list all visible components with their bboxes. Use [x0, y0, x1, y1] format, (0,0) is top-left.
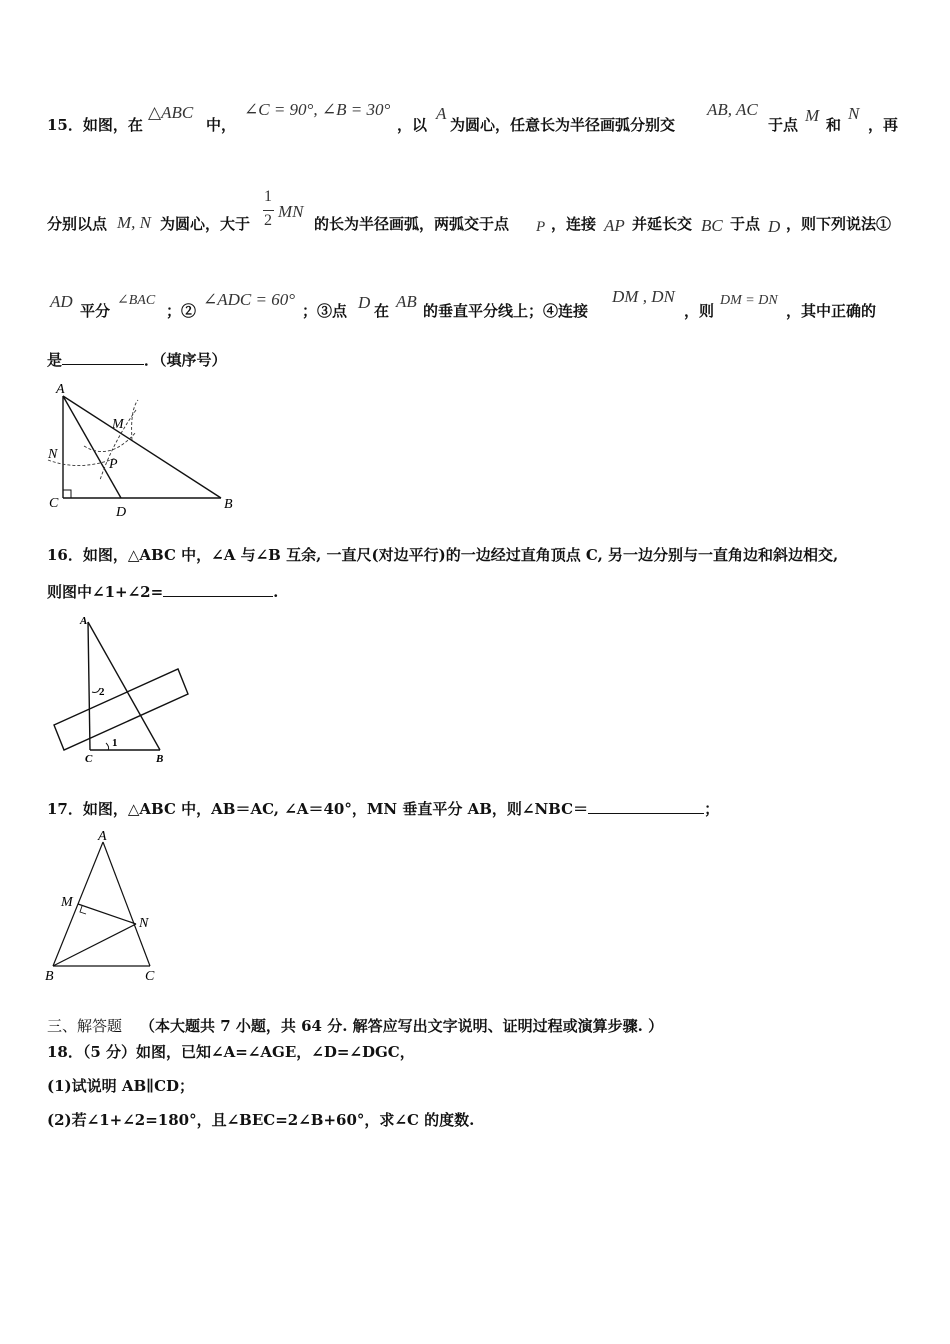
q15-text-line2b: 为圆心，大于 [160, 215, 251, 233]
q17-segment-bn [53, 924, 136, 966]
q17-label-n: N [139, 916, 149, 931]
q15-text-line2f: 于点 [730, 215, 761, 233]
q15-number-text: 15．如图，在 [47, 116, 143, 134]
q16-side-ac [88, 622, 90, 750]
q18-line3: (2)若∠1+∠2=180°，且∠BEC=2∠B+60°，求∠C 的度数. [47, 1111, 475, 1129]
q15-angle-bac: ∠BAC [117, 293, 156, 308]
q15-label-a: A [56, 382, 65, 397]
q15-point-p: P [536, 219, 546, 235]
q16-label-b: B [156, 753, 164, 765]
q15-segment-bc: BC [701, 216, 723, 235]
q15-segments-dm-dn: DM , DN [612, 287, 675, 306]
q15-text-line2d: ，连接 [551, 215, 597, 233]
q16-line2 [47, 582, 278, 602]
q16-label-c: C [85, 753, 93, 765]
q15-figure [40, 380, 250, 520]
q17-label-b: B [45, 969, 54, 984]
q15-fraction-numerator: 1 [264, 188, 272, 205]
q18-line2: (1)试说明 AB∥CD； [47, 1077, 195, 1095]
q15-text-line2e: 并延长交 [632, 215, 693, 233]
q15-text-pingfen: 平分 [80, 302, 111, 320]
q15-text-center: 为圆心，任意长为半径画弧分别交 [450, 116, 676, 134]
q15-points-mn: M, N [117, 213, 151, 232]
q16-text-prompt: 则图中∠1+∠2= [47, 583, 164, 601]
q17-line1 [47, 799, 719, 819]
q15-text-line2g: ，则下列说法① [786, 215, 892, 233]
q17-label-m: M [61, 895, 73, 910]
q15-point-d: D [768, 217, 781, 236]
q16-text-period: . [273, 583, 279, 601]
q15-segments-ab-ac: AB, AC [707, 100, 758, 119]
q15-label-n: N [48, 447, 58, 462]
q15-segment-ab: AB [396, 292, 417, 311]
q17-side-ac [103, 842, 150, 966]
q16-label-2: 2 [99, 686, 105, 698]
q16-label-a: A [80, 615, 88, 627]
q15-angle-conditions: ∠C = 90°, ∠B = 30° [244, 100, 391, 119]
q15-label-b: B [224, 497, 233, 512]
q15-segment-ad [63, 396, 121, 498]
q15-segment-ap: AP [604, 216, 625, 235]
q15-point-n: N [848, 104, 860, 123]
q15-fraction-bar [263, 210, 274, 211]
q17-label-c: C [145, 969, 155, 984]
q15-side-ab [63, 396, 221, 498]
q15-label-p: P [109, 457, 118, 472]
q15-point-d2: D [358, 293, 371, 312]
q15-fraction-denominator: 2 [264, 212, 272, 229]
q17-figure [40, 826, 170, 986]
q15-text-fill: ．（填序号） [144, 351, 227, 369]
q15-text-shi: 是 [47, 351, 63, 369]
q15-text-item4: 的垂直平分线上；④连接 [423, 302, 589, 320]
q17-answer-blank[interactable] [588, 799, 704, 814]
q15-text-zhong: 中， [206, 116, 237, 134]
q15-point-a: A [436, 104, 447, 123]
q15-answer-blank[interactable] [62, 350, 144, 365]
q15-text-zai: ，再 [868, 116, 899, 134]
q17-right-angle-mark [80, 906, 86, 914]
q15-text-item2: ；② [166, 302, 197, 320]
section3-note: （本大题共 7 小题，共 64 分. 解答应写出文字说明、证明过程或演算步骤. ） [140, 1017, 664, 1035]
q15-label-d: D [116, 505, 127, 520]
q16-answer-blank[interactable] [163, 582, 273, 597]
q16-figure [48, 612, 198, 772]
q15-text-yi: ，以 [397, 116, 428, 134]
q15-text-line2a: 分别以点 [47, 215, 108, 233]
q15-triangle-abc: △ABC [148, 103, 194, 122]
q16-label-1: 1 [112, 737, 118, 749]
q15-fraction-mn: MN [278, 202, 304, 221]
section3-title: 三、解答题 [47, 1017, 123, 1035]
q15-label-c: C [49, 496, 59, 511]
q15-label-m: M [112, 417, 124, 432]
q15-text-yudian: 于点 [768, 116, 799, 134]
q17-label-a: A [98, 829, 107, 844]
q16-angle-arc-1 [106, 743, 109, 750]
q15-point-m: M [805, 106, 820, 125]
q15-equation-dm-dn: DM = DN [720, 293, 778, 308]
q17-text: 17．如图，△ABC 中，AB＝AC, ∠A＝40°，MN 垂直平分 AB，则∠NBC＝ [47, 800, 589, 818]
q15-arc-from-n [84, 432, 136, 452]
q15-angle-adc: ∠ADC = 60° [203, 290, 296, 309]
q15-text-he: 和 [826, 116, 842, 134]
q15-answer-line [47, 350, 227, 370]
q16-line1: 16．如图，△ABC 中，∠A 与∠B 互余, 一直尺(对边平行)的一边经过直角顶点 C, 另一边分别与一直角边和斜边相交, [47, 546, 839, 564]
q15-text-qizhong: ，其中正确的 [786, 302, 877, 320]
q15-text-line2c: 的长为半径画弧，两弧交于点 [314, 215, 510, 233]
q15-text-zai2: 在 [374, 302, 390, 320]
q15-text-item3: ；③点 [302, 302, 348, 320]
q18-line1: 18．（5 分）如图，已知∠A=∠AGE，∠D=∠DGC， [47, 1043, 415, 1061]
q15-right-angle-mark [63, 490, 71, 498]
q15-text-ze: ，则 [684, 302, 715, 320]
q15-segment-ad: AD [50, 292, 73, 311]
q17-text-end: ； [704, 800, 720, 818]
